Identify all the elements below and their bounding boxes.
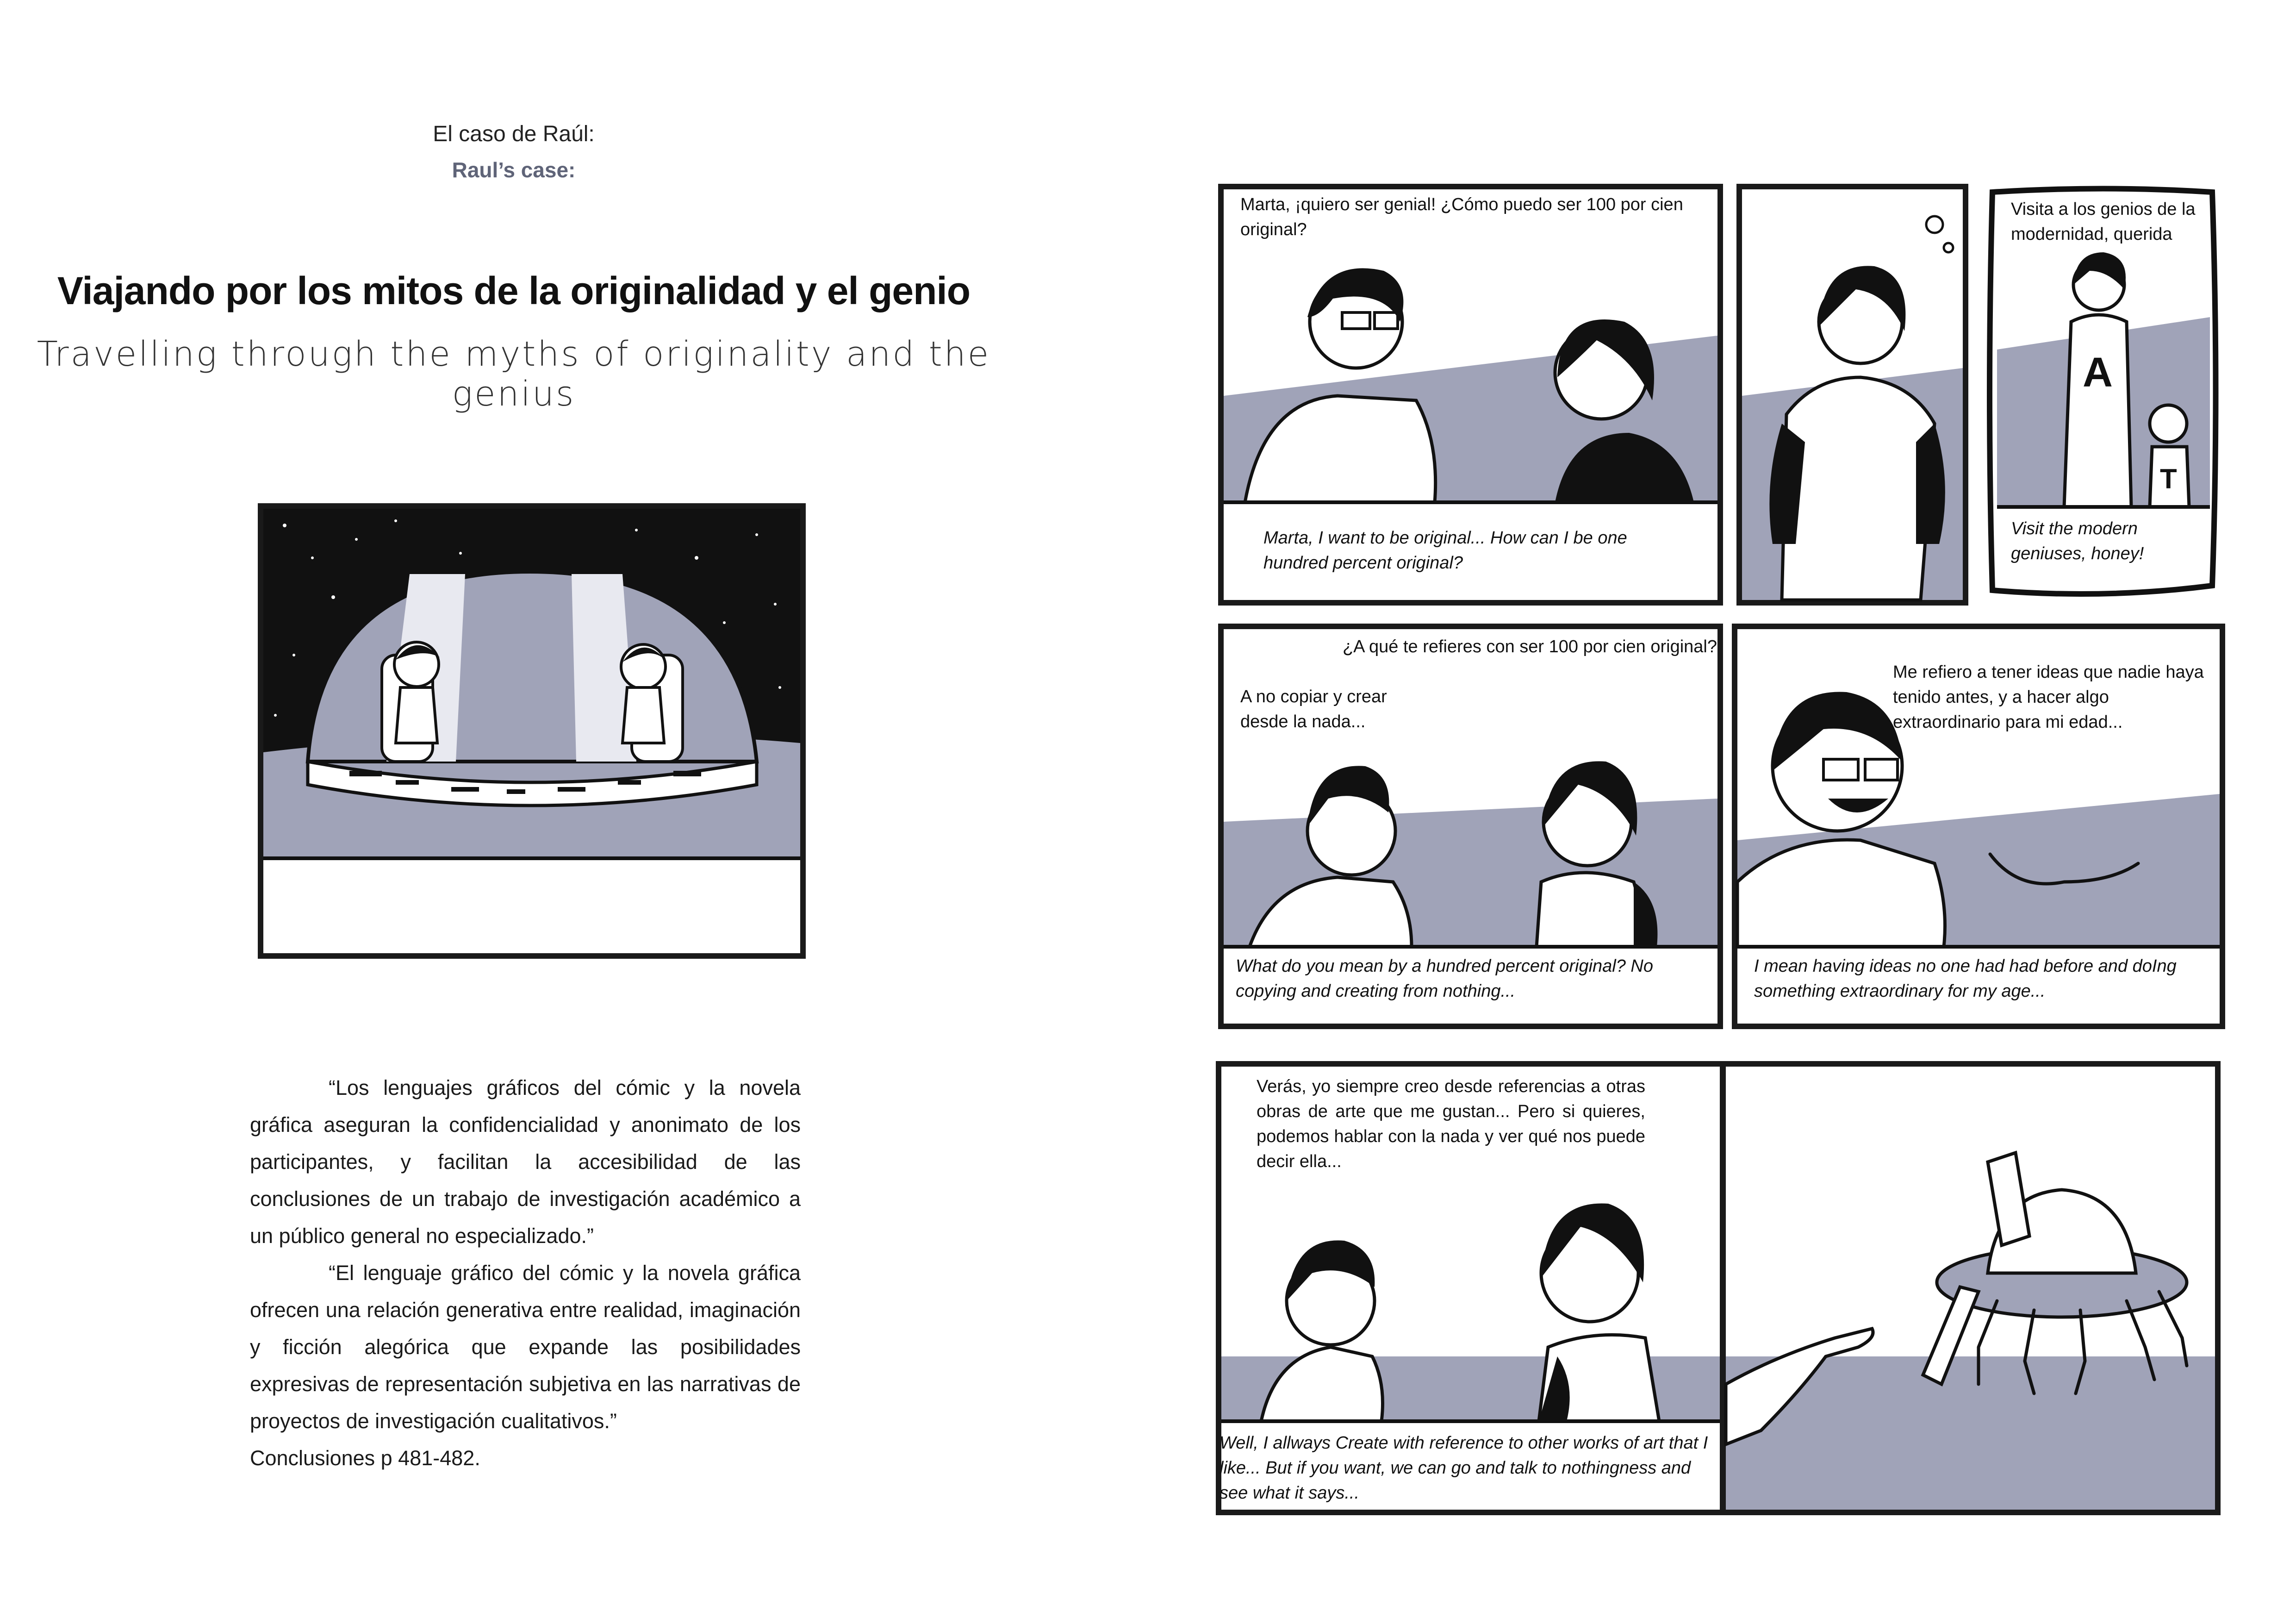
comic-panel-7 [1719, 1060, 2221, 1516]
quote-paragraph-2: “El lenguaje gráfico del cómic y la novela gráfica ofrecen una relación generativa entre realidad, imaginación y ficción alegórica que expande las posibilidades expresivas de representación subjetiva en las narrativas de proyectos de investigación cualitativos.” [250, 1261, 801, 1433]
panel-5-caption-en: I mean having ideas no one had had before and doIng something extraordinary for my age... [1754, 956, 2177, 1001]
svg-text:T: T [2160, 463, 2177, 494]
panel-1-caption-es: Marta, ¡quiero ser genial! ¿Cómo puedo ser 100 por cien original? [1240, 195, 1683, 239]
spaceship-illustration [257, 502, 808, 961]
comic-panel-2 [1736, 183, 1969, 606]
panel-4-caption-es-a: ¿A qué te refieres con ser 100 por cien original? [1342, 637, 1717, 656]
research-quote [250, 1069, 801, 1477]
svg-text:A: A [2083, 350, 2113, 396]
case-title-en: Raul’s case: [452, 158, 576, 182]
case-title-es: El caso de Raúl: [433, 122, 595, 146]
panel-6-caption-en: Well, I allways Create with reference to other works of art that I like... But if you want, we can go and talk to nothingness and see what it says... [1220, 1433, 1708, 1503]
panel-4-caption-es-b: A no copiar y crear desde la nada... [1240, 687, 1387, 731]
panel-6-caption-es: Verás, yo siempre creo desde referencias a otras obras de arte que me gustan... Pero si quieres, podemos hablar con la nada y ver qué nos puede decir ella... [1257, 1077, 1645, 1171]
quote-paragraph-1: “Los lenguajes gráficos del cómic y la novela gráfica aseguran la confidencialidad y anonimato de los participantes, y facilitan la accesibilidad de las conclusiones de un trabajo de investigación académico a un público general no especializado.” [250, 1076, 801, 1248]
main-title-es: Viajando por los mitos de la originalidad y el genio [57, 269, 971, 312]
panel-3-caption-es: Visita a los genios de la modernidad, querida [2011, 200, 2196, 244]
panel-4-caption-en: What do you mean by a hundred percent original? No copying and creating from nothing... [1236, 956, 1653, 1001]
panel-1-caption-en: Marta, I want to be original... How can I be one hundred percent original? [1263, 528, 1627, 573]
quote-source: Conclusiones p 481-482. [250, 1446, 480, 1470]
panel-3-caption-en: Visit the modern geniuses, honey! [2011, 519, 2144, 563]
panel-5-caption-es: Me refiero a tener ideas que nadie haya tenido antes, y a hacer algo extraordinario para mi edad... [1893, 662, 2204, 732]
main-title-en: Travelling through the myths of originality and the genius [37, 334, 991, 414]
